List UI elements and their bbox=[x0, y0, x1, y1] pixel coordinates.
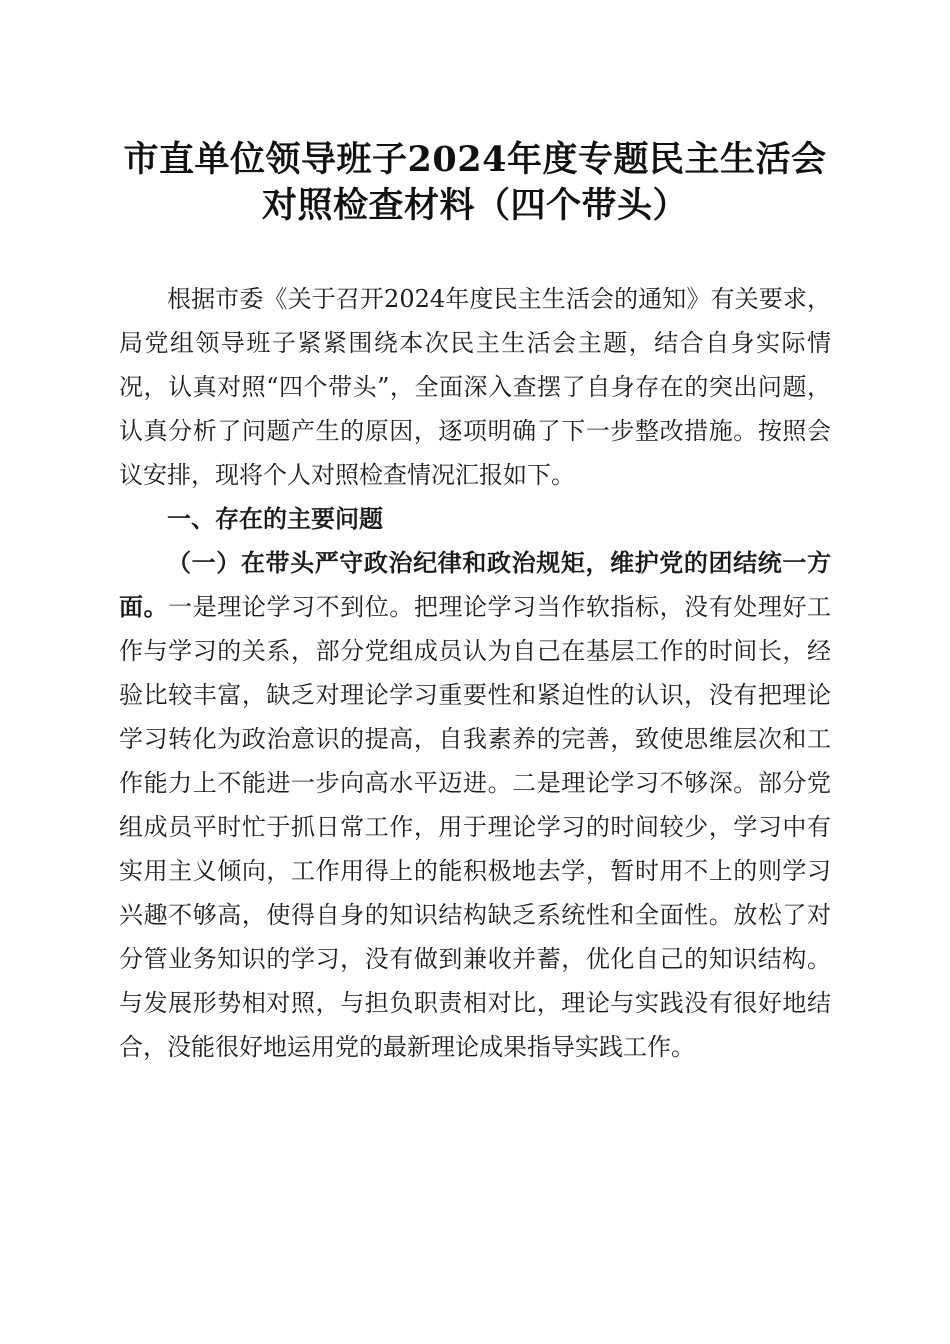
document-title-line-2: 对照检查材料（四个带头） bbox=[261, 185, 688, 226]
document-body bbox=[119, 277, 831, 1069]
intro-paragraph: 根据市委《关于召开2024年度民主生活会的通知》有关要求，局党组领导班子紧紧围绕本次民主生活会主题，结合自身实际情况，认真对照“四个带头”，全面深入查摆了自身存在的突出问题，认真分析了问题产生的原因，逐项明确了下一步整改措施。按照会议安排，现将个人对照检查情况汇报如下。 bbox=[119, 285, 831, 489]
subsection-body: 一是理论学习不到位。把理论学习当作软指标，没有处理好工作与学习的关系，部分党组成员认为自己在基层工作的时间长，经验比较丰富，缺乏对理论学习重要性和紧迫性的认识，没有把理论学习转化为政治意识的提高，自我素养的完善，致使思维层次和工作能力上不能进一步向高水平迈进。二是理论学习不够深。部分党组成员平时忙于抓日常工作，用于理论学习的时间较少，学习中有实用主义倾向，工作用得上的能积极地去学，暂时用不上的则学习兴趣不够高，使得自身的知识结构缺乏系统性和全面性。放松了对分管业务知识的学习，没有做到兼收并蓄，优化自己的知识结构。与发展形势相对照，与担负职责相对比，理论与实践没有很好地结合，没能很好地运用党的最新理论成果指导实践工作。 bbox=[119, 593, 832, 1061]
section-heading: 一、存在的主要问题 bbox=[167, 505, 383, 533]
subsection-paragraph bbox=[119, 541, 831, 1069]
document-title-line-1: 市直单位领导班子2024年度专题民主生活会 bbox=[123, 139, 827, 180]
subsection-title: （一）在带头严守政治纪律和政治规矩，维护党的团结统一方面。 bbox=[119, 548, 831, 621]
